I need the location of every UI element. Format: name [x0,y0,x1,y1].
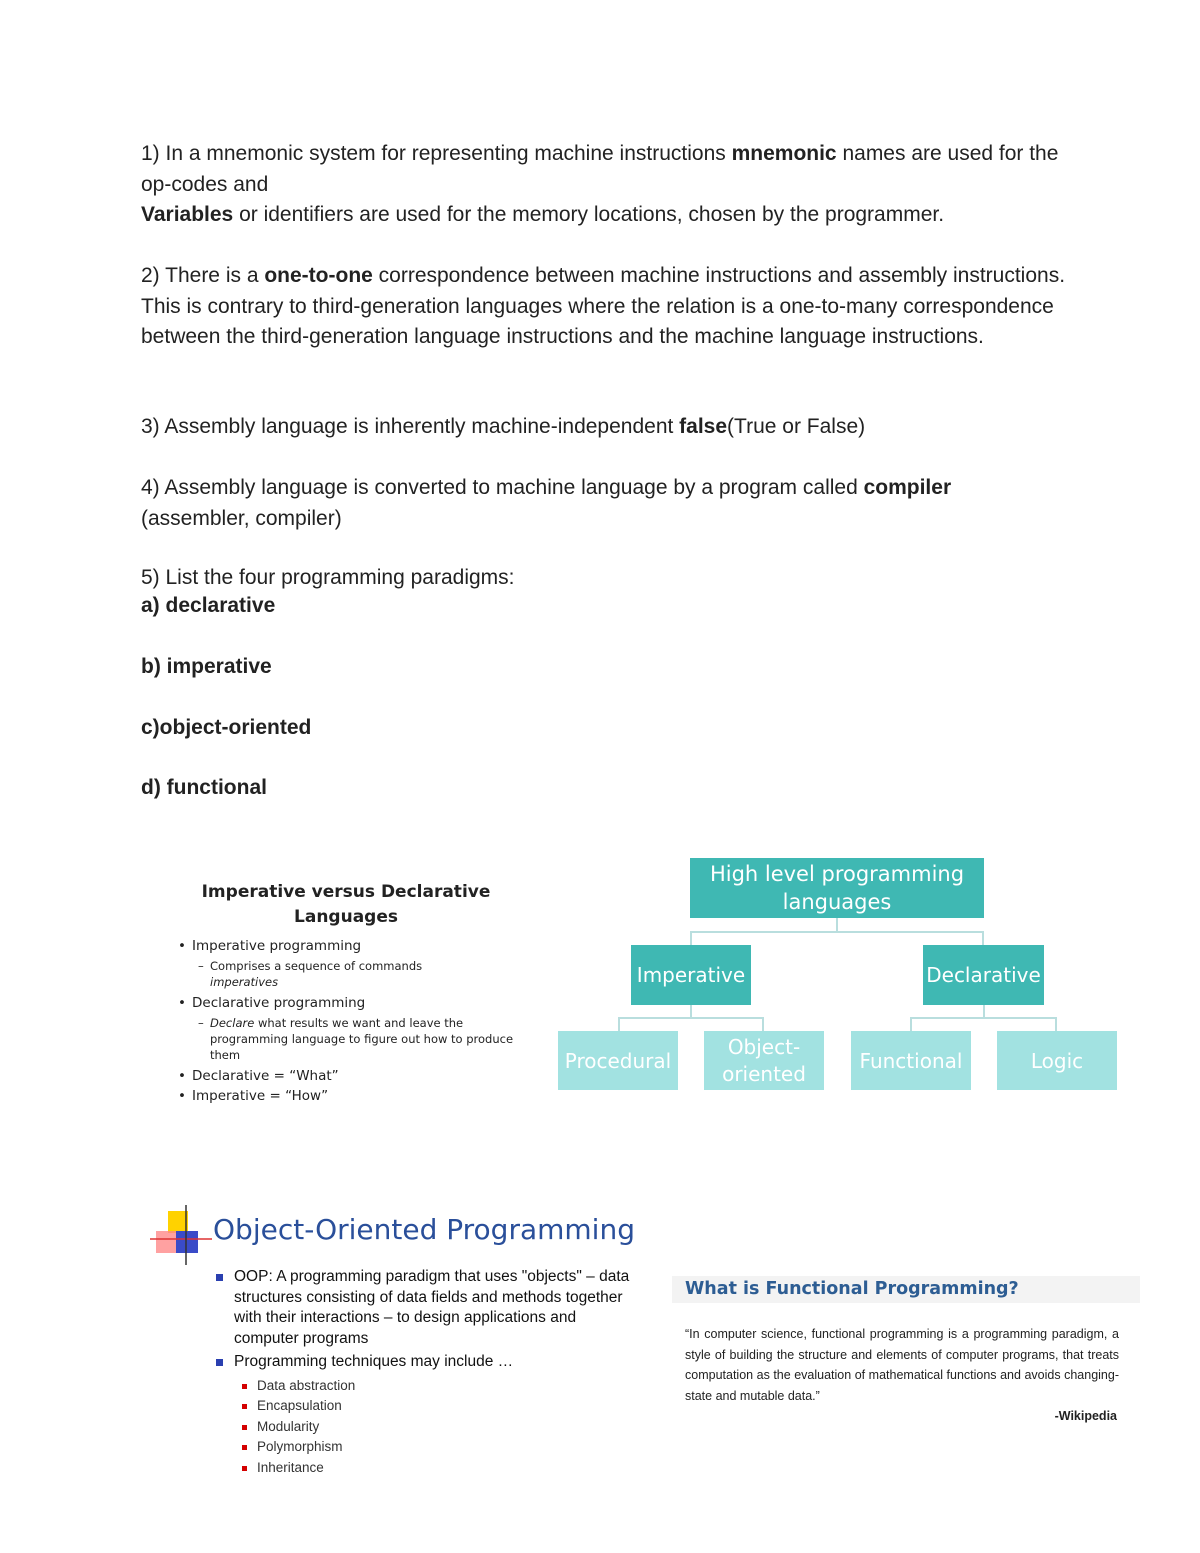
q2-text-suffix: correspondence between machine instructions and assembly instructions. This is contrary to third-generation languages where the relation is a one-to-many correspondence between the third-generation language instructions and the machine language instructions. [141,264,1066,348]
node-object-oriented: Object-oriented [704,1031,824,1090]
connector [910,1017,912,1031]
sub-bullet-em: imperatives [210,975,279,989]
technique-label: Data abstraction [257,1377,356,1393]
connector [690,931,692,945]
oop-body [214,1267,644,1478]
question-1 [141,139,1071,231]
technique-label: Inheritance [257,1459,324,1475]
connector [982,931,984,945]
q3-answer: false [679,415,728,438]
technique-item [214,1376,644,1397]
fp-quote: “In computer science, functional programming is a programming paradigm, a style of building the structure and elements of computer programs, that treats computation as the evaluation of mathematical functions and avoids changing-state and mutable data.” [685,1327,1119,1403]
q1-text-suffix: or identifiers are used for the memory locations, chosen by the programmer. [233,203,945,226]
sub-bullet-declarative: – Declare what results we want and leave the programming language to figure out how to produce them [198,1016,514,1062]
node-declarative: Declarative [923,945,1044,1005]
q5-answer-c: c)object-oriented [141,716,312,739]
oop-bullet-text: OOP: A programming paradigm that uses "objects" – data structures consisting of data fields and methods together with their interactions – to design applications and computer programs [234,1268,630,1347]
technique-item [214,1458,644,1479]
technique-label: Modularity [257,1418,320,1434]
sub-bullet-text: what results we want and leave the programming language to figure out how to produce them [210,1016,514,1062]
node-high-level-languages: High level programming languages [690,858,984,918]
oop-bullet-definition [214,1267,644,1349]
sub-bullet-text: Comprises a sequence of commands [210,959,423,973]
connector [618,1017,764,1019]
slide-title [172,880,520,930]
q1-answer-variables: Variables [141,203,234,226]
q5-answer-b: b) imperative [141,655,272,678]
question-4 [141,473,1071,534]
q1-text: 1) In a mnemonic system for representing machine instructions [141,142,732,165]
oop-bullet-techniques [214,1352,644,1373]
oop-title: Object-Oriented Programming [213,1213,635,1246]
connector [618,1017,620,1031]
technique-label: Encapsulation [257,1398,342,1413]
slide-title-line2: Languages [294,907,398,927]
q1-text-middle: names are used for the op-codes and [141,142,1059,196]
question-2 [141,261,1071,353]
oop-bullet-text: Programming techniques may include … [234,1353,514,1370]
functional-programming-slide [672,1272,1142,1432]
node-imperative: Imperative [631,945,751,1005]
connector [690,931,984,933]
technique-item [214,1417,644,1438]
node-procedural: Procedural [558,1031,678,1090]
q4-answer: compiler [863,476,952,499]
connector [690,1004,692,1018]
q1-answer-mnemonic: mnemonic [731,142,837,165]
q2-answer: one-to-one [264,264,373,287]
slide-title-line1: Imperative versus Declarative [201,882,491,902]
bullet-imperative-how: • Imperative = “How” [170,1088,520,1104]
connector [983,1004,985,1018]
bullet-declarative-what: • Declarative = “What” [170,1068,520,1084]
sub-bullet-em: Declare [210,1016,255,1030]
q5-prompt: 5) List the four programming paradigms: [141,566,515,589]
question-3 [141,412,1071,443]
q4-options: (assembler, compiler) [141,506,342,530]
connector [910,1017,1057,1019]
q5-answer-a: a) declarative [141,594,276,617]
bullet-declarative: • Declarative programming [170,995,520,1011]
connector [762,1017,764,1031]
slide-decoration-icon [150,1205,220,1267]
sub-bullet-imperative: – Comprises a sequence of commands imperatives [198,959,423,989]
technique-label: Polymorphism [257,1439,343,1454]
question-5 [141,563,1071,594]
imperative-declarative-slide [170,880,520,1108]
q2-text: 2) There is a [141,264,265,287]
q4-text: 4) Assembly language is converted to machine language by a program called [141,476,864,499]
fp-heading: What is Functional Programming? [672,1276,1140,1303]
node-functional: Functional [851,1031,971,1090]
bullet-imperative: • Imperative programming [170,938,520,954]
q3-text: 3) Assembly language is inherently machine-independent [141,415,680,438]
node-logic: Logic [997,1031,1117,1090]
q3-text-suffix: (True or False) [727,415,866,438]
fp-source: -Wikipedia [1054,1409,1117,1423]
connector [1055,1017,1057,1031]
q5-answer-d: d) functional [141,776,267,799]
technique-item [214,1396,644,1417]
connector [836,918,838,932]
technique-item [214,1437,644,1458]
slide-bullets [170,938,520,1104]
